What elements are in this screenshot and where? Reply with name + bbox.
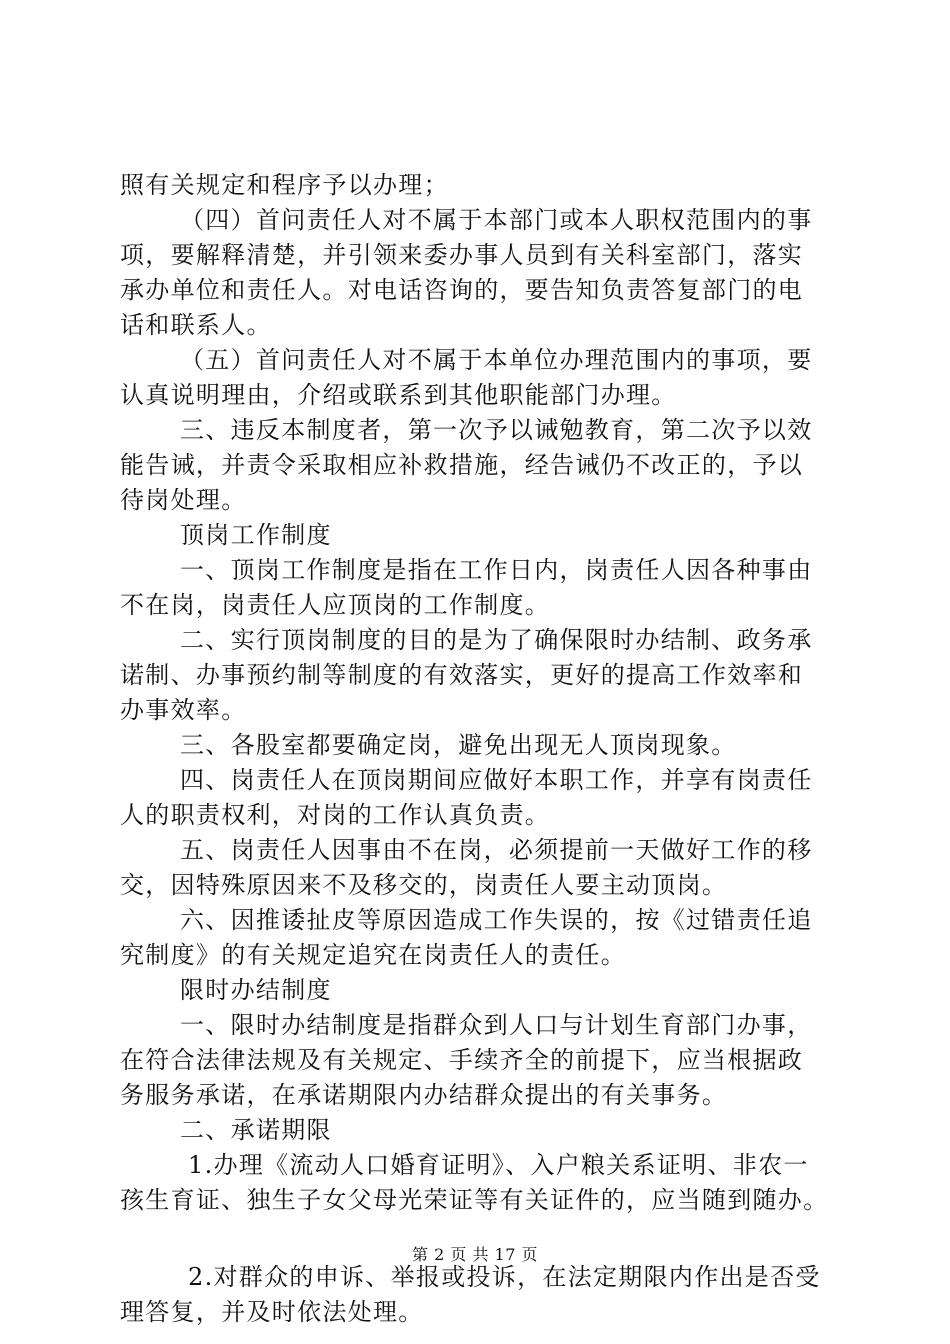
text-line: 办事效率。	[120, 696, 247, 724]
text-line: 待岗处理。	[120, 486, 247, 514]
text-line: 话和联系人。	[120, 311, 272, 339]
text-line: （五）首问责任人对不属于本单位办理范围内的事项，要	[180, 346, 813, 374]
text-line: 限时办结制度	[180, 976, 332, 1004]
text-line: 人的职责权利，对岗的工作认真负责。	[120, 801, 551, 829]
text-line: 1.办理《流动人口婚育证明》、入户粮关系证明、非农一	[188, 1151, 809, 1179]
document-body	[120, 168, 840, 1330]
text-line: 一、限时办结制度是指群众到人口与计划生育部门办事，	[180, 1011, 813, 1039]
paragraph	[120, 1260, 840, 1330]
paragraph	[120, 413, 840, 518]
text-line: 项，要解释清楚，并引领来委办事人员到有关科室部门，落实	[120, 241, 804, 269]
text-line: 不在岗，岗责任人应顶岗的工作制度。	[120, 591, 551, 619]
paragraph	[120, 1008, 840, 1113]
text-line: 二、承诺期限	[180, 1116, 332, 1144]
text-line: 交，因特殊原因来不及移交的，岗责任人要主动顶岗。	[120, 871, 728, 899]
text-line: 一、顶岗工作制度是指在工作日内，岗责任人因各种事由	[180, 556, 813, 584]
paragraph	[120, 553, 840, 623]
text-line: 五、岗责任人因事由不在岗，必须提前一天做好工作的移	[180, 836, 813, 864]
paragraph	[120, 903, 840, 973]
paragraph	[120, 623, 840, 728]
paragraph	[120, 343, 840, 413]
paragraph	[120, 1148, 840, 1218]
text-line: 二、实行顶岗制度的目的是为了确保限时办结制、政务承	[180, 626, 813, 654]
paragraph	[120, 518, 840, 553]
text-line: 理答复，并及时依法处理。	[120, 1298, 424, 1326]
text-line: （四）首问责任人对不属于本部门或本人职权范围内的事	[180, 206, 813, 234]
paragraph	[120, 168, 840, 203]
text-line: 照有关规定和程序予以办理；	[120, 171, 449, 199]
paragraph	[120, 833, 840, 903]
text-line: 四、岗责任人在顶岗期间应做好本职工作，并享有岗责任	[180, 766, 813, 794]
text-line: 六、因推诿扯皮等原因造成工作失误的，按《过错责任追	[180, 906, 813, 934]
text-line: 三、各股室都要确定岗，避免出现无人顶岗现象。	[180, 731, 737, 759]
paragraph	[120, 728, 840, 763]
text-line: 顶岗工作制度	[180, 521, 332, 549]
page-footer: 第 2 页 共 17 页	[412, 1245, 538, 1264]
text-line: 务服务承诺，在承诺期限内办结群众提出的有关事务。	[120, 1081, 728, 1109]
text-line: 孩生育证、独生子女父母光荣证等有关证件的，应当随到随办。	[120, 1186, 829, 1214]
text-line: 2.对群众的申诉、举报或投诉，在法定期限内作出是否受	[188, 1263, 821, 1291]
text-line: 在符合法律法规及有关规定、手续齐全的前提下，应当根据政	[120, 1046, 804, 1074]
text-line: 三、违反本制度者，第一次予以诫勉教育，第二次予以效	[180, 416, 813, 444]
paragraph	[120, 203, 840, 343]
text-line: 承办单位和责任人。对电话咨询的，要告知负责答复部门的电	[120, 276, 804, 304]
text-line: 究制度》的有关规定追究在岗责任人的责任。	[120, 941, 626, 969]
paragraph	[120, 763, 840, 833]
paragraph	[120, 1113, 840, 1148]
text-line: 能告诫，并责令采取相应补救措施，经告诫仍不改正的，予以	[120, 451, 804, 479]
text-line: 诺制、办事预约制等制度的有效落实，更好的提高工作效率和	[120, 661, 804, 689]
text-line: 认真说明理由，介绍或联系到其他职能部门办理。	[120, 381, 677, 409]
paragraph	[120, 973, 840, 1008]
